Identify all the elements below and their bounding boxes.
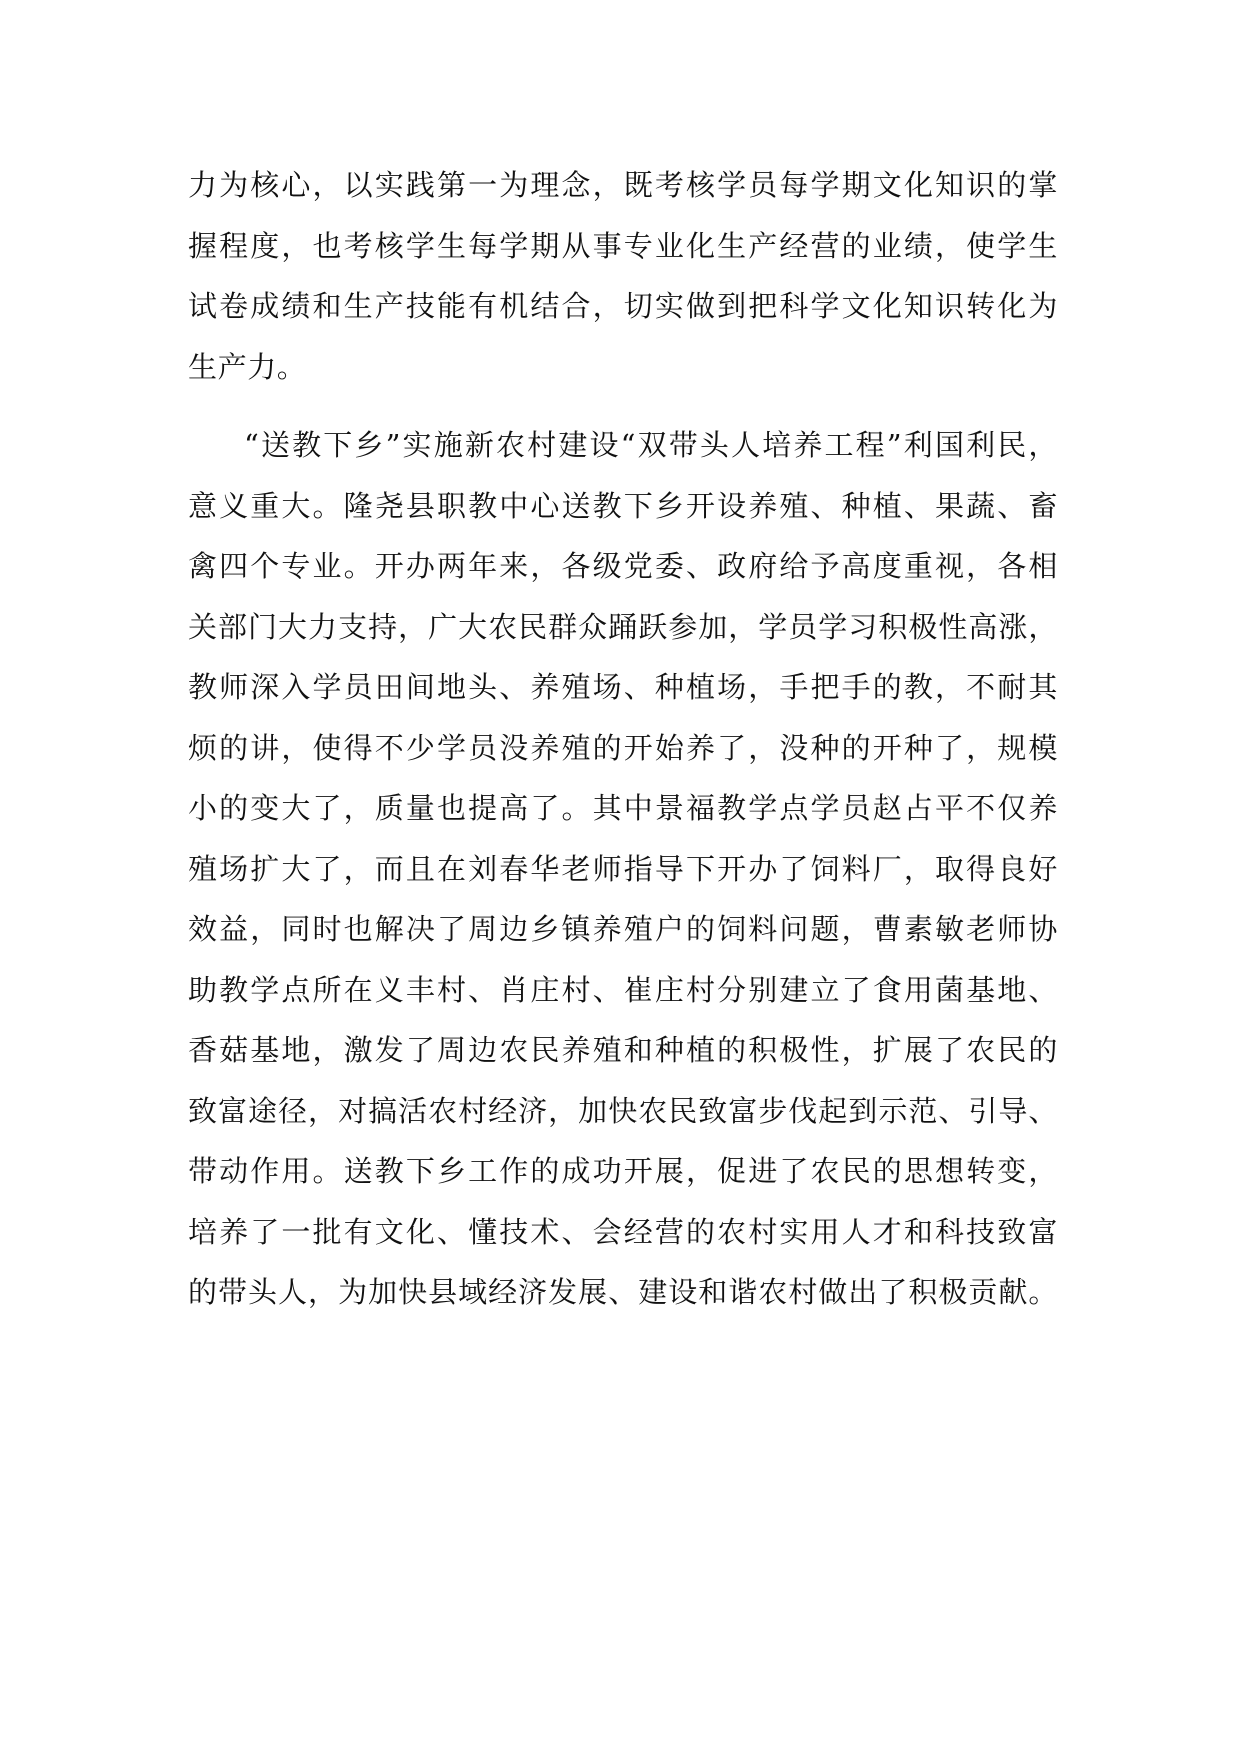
- paragraph-line: 带动作用。送教下乡工作的成功开展，促进了农民的思想转变，: [188, 1154, 1058, 1188]
- paragraph-continuation: [188, 155, 1058, 397]
- paragraph-line: 培养了一批有文化、懂技术、会经营的农村实用人才和科技致富: [188, 1214, 1058, 1249]
- paragraph-line: 生产力。: [188, 349, 307, 384]
- paragraph-line: 握程度，也考核学生每学期从事专业化生产经营的业绩，使学生: [188, 228, 1058, 263]
- paragraph-line: 烦的讲，使得不少学员没养殖的开始养了，没种的开种了，规模: [188, 730, 1058, 765]
- paragraph-line: 力为核心，以实践第一为理念，既考核学员每学期文化知识的掌: [188, 168, 1058, 202]
- paragraph-line: 效益，同时也解决了周边乡镇养殖户的饲料问题，曹素敏老师协: [188, 912, 1058, 946]
- paragraph-line: 殖场扩大了，而且在刘春华老师指导下开办了饲料厂，取得良好: [188, 851, 1058, 886]
- paragraph-line: 香菇基地，激发了周边农民养殖和种植的积极性，扩展了农民的: [188, 1033, 1058, 1067]
- paragraph-line: 教师深入学员田间地头、养殖场、种植场，手把手的教，不耐其: [188, 670, 1058, 704]
- paragraph-line: 试卷成绩和生产技能有机结合，切实做到把科学文化知识转化为: [188, 289, 1058, 323]
- paragraph-line: 关部门大力支持，广大农民群众踊跃参加，学员学习积极性高涨，: [188, 609, 1058, 644]
- paragraph-line: 小的变大了，质量也提高了。其中景福教学点学员赵占平不仅养: [188, 791, 1058, 825]
- paragraph-line: 意义重大。隆尧县职教中心送教下乡开设养殖、种植、果蔬、畜: [188, 488, 1058, 523]
- paragraph-line: 禽四个专业。开办两年来，各级党委、政府给予高度重视，各相: [188, 549, 1058, 583]
- paragraph-line: 致富途径，对搞活农村经济，加快农民致富步伐起到示范、引导、: [188, 1093, 1058, 1128]
- paragraph-main: [188, 415, 1058, 1323]
- paragraph-line: 的带头人，为加快县域经济发展、建设和谐农村做出了积极贡献。: [188, 1275, 1058, 1309]
- paragraph-line: 助教学点所在义丰村、肖庄村、崔庄村分别建立了食用菌基地、: [188, 972, 1058, 1007]
- paragraph-line: “送教下乡”实施新农村建设“双带头人培养工程”利国利民，: [244, 428, 1058, 462]
